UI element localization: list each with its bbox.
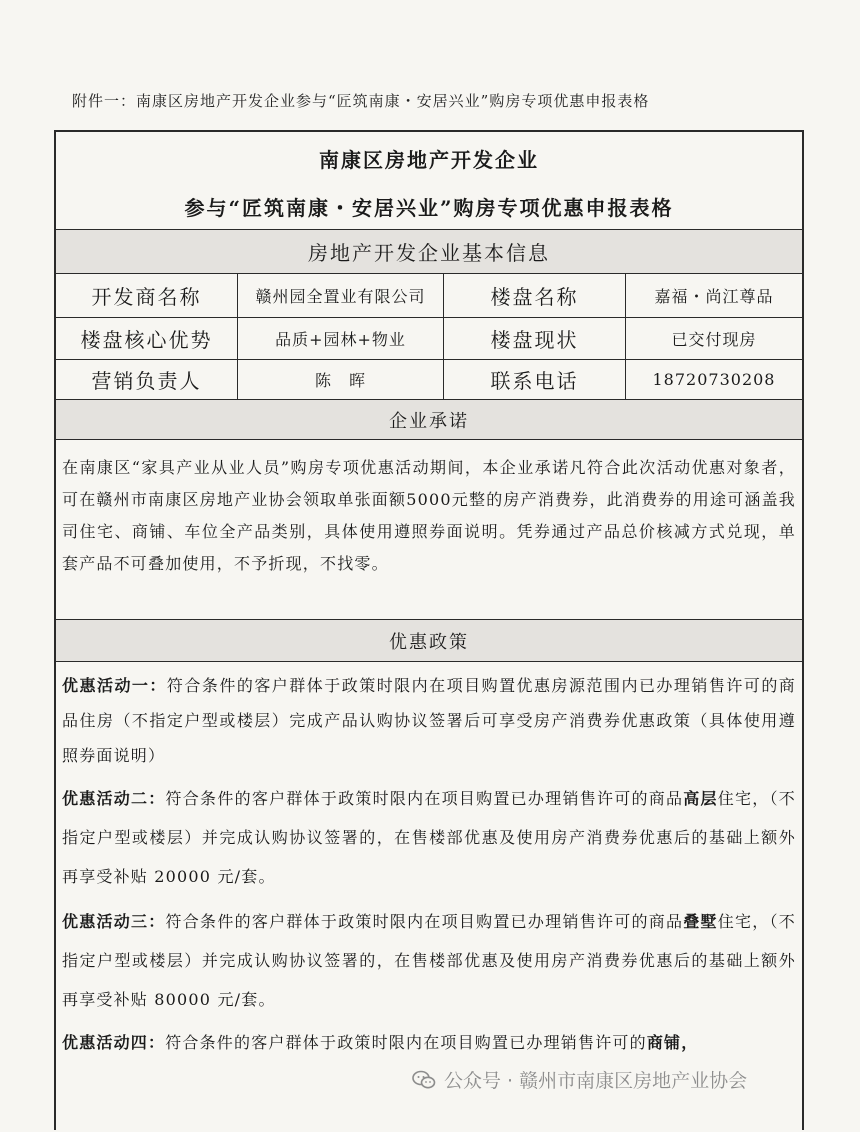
- project-status-value: 已交付现房: [671, 330, 757, 349]
- wechat-icon: [412, 1070, 436, 1090]
- marketing-manager-label: 营销负责人: [56, 360, 238, 399]
- activity-text: 符合条件的客户群体于政策时限内在项目购置优惠房源范围内已办理销售许可的商品住房（不指定户型或楼层）完成产品认购协议签署后可享受房产消费券优惠政策（具体使用遵照券面说明）: [62, 676, 797, 765]
- core-advantage-value: 品质+园林+物业: [238, 318, 444, 359]
- activity-3: [62, 902, 796, 1019]
- table-row: [56, 318, 802, 360]
- application-form: [54, 130, 804, 1130]
- activity-text: 符合条件的客户群体于政策时限内在项目购置已办理销售许可的商品: [165, 912, 684, 931]
- table-row: [56, 360, 802, 400]
- activity-label: 优惠活动四：: [62, 1033, 166, 1052]
- activity-highlight: 高层: [683, 789, 718, 808]
- phone-label: 联系电话: [444, 360, 626, 399]
- marketing-manager-value: 陈 晖: [238, 360, 444, 399]
- core-advantage-label: 楼盘核心优势: [56, 318, 238, 359]
- project-name-label: 楼盘名称: [444, 274, 626, 317]
- activity-highlight: 叠墅: [683, 912, 718, 931]
- section-basic-info: 房地产开发企业基本信息: [56, 230, 802, 274]
- form-title-line2: 参与“匠筑南康・安居兴业”购房专项优惠申报表格: [56, 184, 802, 230]
- activity-2: [62, 779, 796, 896]
- project-status-label: 楼盘现状: [444, 318, 626, 359]
- watermark-text: 公众号 · 赣州市南康区房地产业协会: [444, 1070, 748, 1092]
- activity-label: 优惠活动三：: [62, 912, 166, 931]
- activity-1: [62, 668, 796, 773]
- form-title-line1: 南康区房地产开发企业: [319, 147, 539, 172]
- commitment-text: 在南康区“家具产业从业人员”购房专项优惠活动期间，本企业承诺凡符合此次活动优惠对象者，可在赣州市南康区房地产业协会领取单张面额5000元整的房产消费券，此消费券的用途可涵盖我司住宅、商铺、车位全产品类别，具体使用遵照券面说明。凭券通过产品总价核减方式兑现，单套产品不可叠加使用，不予折现，不找零。: [56, 440, 802, 620]
- activity-text: 住宅，（不指定户型或楼层）并完成认购协议签署的，在售楼部优惠及使用房产消费券优惠后的基础上额外再享受补贴 80000 元/套。: [62, 912, 796, 1009]
- project-name-value: 嘉福・尚江尊品: [654, 287, 774, 306]
- activity-text: 符合条件的客户群体于政策时限内在项目购置已办理销售许可的: [165, 1033, 647, 1052]
- developer-name-value: 赣州园全置业有限公司: [238, 274, 444, 317]
- activity-4: [62, 1025, 796, 1061]
- activity-text: 符合条件的客户群体于政策时限内在项目购置已办理销售许可的商品: [165, 789, 684, 808]
- activity-label: 优惠活动二：: [62, 789, 166, 808]
- table-row: [56, 274, 802, 318]
- section-policy: 优惠政策: [56, 620, 802, 662]
- attachment-title: 附件一：南康区房地产开发企业参与“匠筑南康・安居兴业”购房专项优惠申报表格: [72, 92, 650, 110]
- activity-label: 优惠活动一：: [62, 676, 167, 695]
- developer-name-label: 开发商名称: [56, 274, 238, 317]
- phone-value: 18720730208: [652, 370, 776, 389]
- policy-body: [56, 662, 802, 1132]
- section-commitment: 企业承诺: [56, 400, 802, 440]
- activity-text: 住宅，（不指定户型或楼层）并完成认购协议签署的，在售楼部优惠及使用房产消费券优惠后的基础上额外再享受补贴 20000 元/套。: [62, 789, 796, 886]
- watermark: [412, 1066, 747, 1093]
- activity-highlight: 商铺，: [646, 1033, 699, 1052]
